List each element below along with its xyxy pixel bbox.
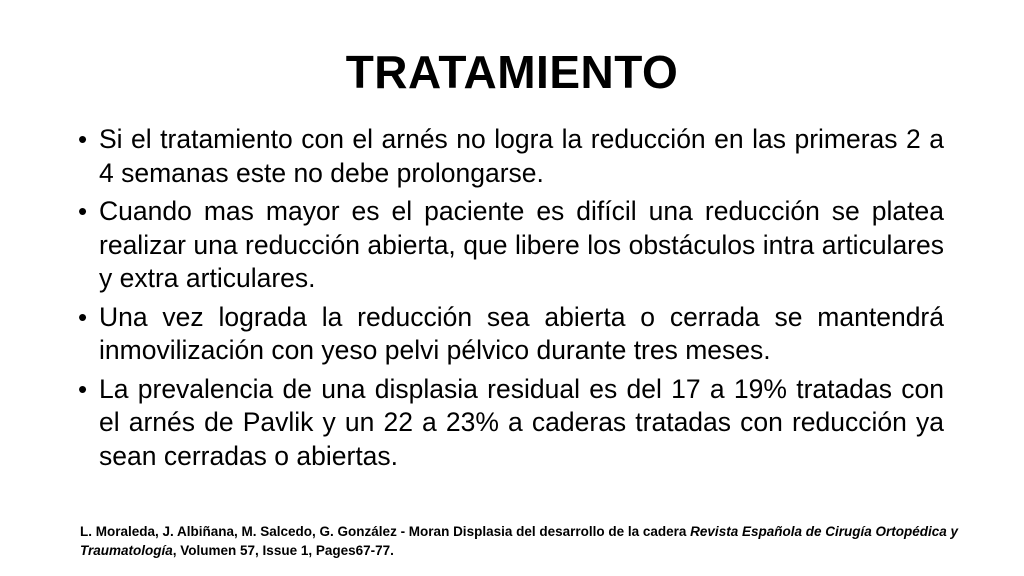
bullet-text: Cuando mas mayor es el paciente es difícil una reducción se platea realizar una reducción abierta, que libere los obstáculos intra articulares y extra articulares. (99, 196, 944, 293)
bullet-list (78, 123, 944, 478)
citation (80, 522, 970, 560)
citation-authors-title: L. Moraleda, J. Albiñana, M. Salcedo, G. González - Moran Displasia del desarrollo de la cadera (80, 524, 691, 539)
slide-title: TRATAMIENTO (345, 46, 679, 98)
bullet-marker: • (78, 373, 88, 404)
bullet-marker: • (78, 196, 88, 226)
citation-details: , Volumen 57, Issue 1, Pages67-77. (172, 543, 394, 558)
bullet-marker: • (78, 124, 88, 154)
citation-journal: Revista Española de Cirugía Ortopédica y Traumatología (80, 524, 959, 558)
bullet-item (78, 195, 944, 296)
bullet-item (78, 301, 944, 368)
bullet-text: Una vez lograda la reducción sea abierta o cerrada se mantendrá inmovilización con yeso pelvi pélvico durante tres meses. (99, 301, 944, 365)
bullet-marker: • (78, 301, 88, 332)
bullet-text: La prevalencia de una displasia residual es del 17 a 19% tratadas con el arnés de Pavlik y un 22 a 23% a caderas tratadas con reducción ya sean cerradas o abiertas. (99, 373, 944, 471)
bullet-item (78, 373, 944, 474)
bullet-text: Si el tratamiento con el arnés no logra la reducción en las primeras 2 a 4 semanas este no debe prolongarse. (99, 124, 944, 188)
bullet-item (78, 123, 944, 190)
